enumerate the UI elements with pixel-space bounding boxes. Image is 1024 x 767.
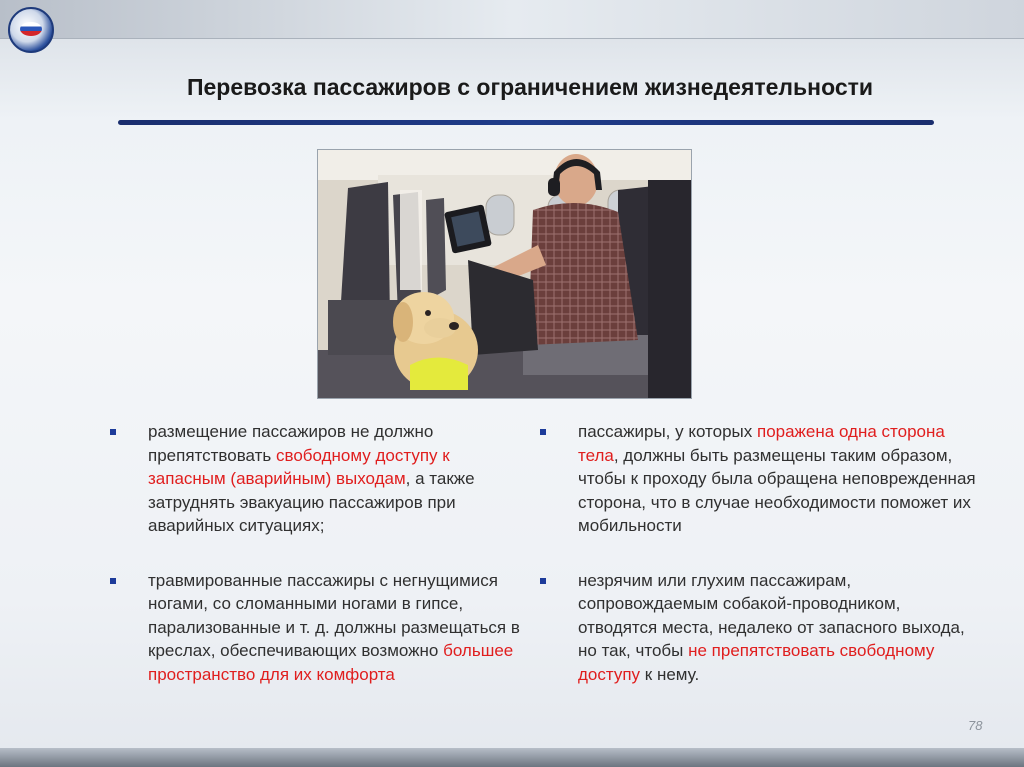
item-text-after: к нему. xyxy=(640,664,700,684)
item-highlight: большее пространство для их комфорта xyxy=(148,641,514,684)
item-text: пассажиры, у которых xyxy=(578,422,757,441)
item-highlight: поражена одна сторона тела xyxy=(578,422,945,465)
square-bullet-icon xyxy=(110,429,116,435)
page-number: 78 xyxy=(968,718,983,733)
airline-emblem-icon xyxy=(8,7,54,53)
list-item xyxy=(110,569,530,687)
square-bullet-icon xyxy=(540,578,546,584)
item-text-after: , должны быть размещены таким образом, чтобы к проходу была обращена неповрежденная сторона, что в случае необходимости поможет их мобильности xyxy=(578,445,976,535)
title-underline xyxy=(118,120,934,125)
item-highlight: не препятствовать свободному доступу xyxy=(578,641,935,684)
square-bullet-icon xyxy=(110,578,116,584)
top-bar xyxy=(0,0,1024,39)
list-item xyxy=(540,420,980,538)
item-text: незрячим или глухим пассажирам, сопровождаемым собакой-проводником, отводятся места, недалеко от запасного выхода, но так, чтобы xyxy=(578,570,965,660)
square-bullet-icon xyxy=(540,429,546,435)
item-text: травмированные пассажиры с негнущимися ногами, со сломанными ногами в гипсе, парализованные и т. д. должны размещаться в креслах, обеспечивающих возможно xyxy=(148,570,520,660)
slide-title: Перевозка пассажиров с ограничением жизнедеятельности xyxy=(186,74,874,100)
logo-flag xyxy=(20,22,42,36)
list-item xyxy=(110,420,530,538)
left-column xyxy=(110,420,530,686)
cabin-photo-illustration xyxy=(318,150,691,398)
cabin-photo xyxy=(317,149,692,399)
item-text-after: , а также затруднять эвакуацию пассажиров при аварийных ситуациях; xyxy=(148,469,475,535)
bottom-bar xyxy=(0,748,1024,767)
list-item xyxy=(540,569,980,687)
item-highlight: свободному доступу к запасным (аварийным) выходам xyxy=(148,445,450,488)
item-text: размещение пассажиров не должно препятствовать xyxy=(148,422,434,465)
right-column xyxy=(540,420,980,686)
